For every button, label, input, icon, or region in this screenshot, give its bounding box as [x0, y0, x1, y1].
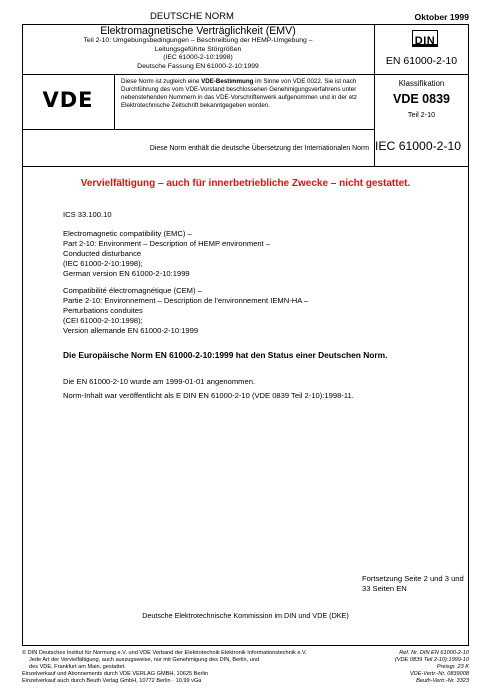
footer-line-2: Jede Art der Vervielfältigung, auch auszugsweise, nur mit Genehmigung des DIN, Berlin, und — [29, 657, 260, 664]
classification-label: Klassifikation — [398, 79, 445, 88]
commission: Deutsche Elektrotechnische Kommission im DIN und VDE (DKE) — [142, 611, 349, 620]
continuation-line-2: 33 Seiten EN — [362, 584, 407, 593]
english-line-5: German version EN 61000-2-10:1999 — [63, 269, 190, 278]
footer-line-5: Einzelverkauf auch durch Beuth Verlag GmbH, 10772 Berlin · 10.99 vGa — [22, 678, 202, 685]
translation-bottom-line — [22, 166, 469, 167]
adoption-note: Die EN 61000-2-10 wurde am 1999-01-01 angenommen. — [63, 377, 256, 386]
din-number: EN 61000-2-10 — [385, 55, 458, 67]
english-line-2: Part 2-10: Environment – Description of HEMP environment – — [63, 239, 271, 248]
footer-line-3: des VDE, Frankfurt am Main, gestattet. — [29, 664, 126, 671]
footer-beuth-vertr: Beuth-Vertr.-Nr. 3323 — [416, 678, 469, 685]
publication-note: Norm-Inhalt war veröffentlicht als E DIN EN 61000-2-10 (VDE 0839 Teil 2-10):1998-11. — [63, 391, 354, 400]
english-line-1: Electromagnetic compatibility (EMC) – — [63, 229, 192, 238]
norm-type: DEUTSCHE NORM — [150, 11, 234, 22]
footer-line-4: Einzelverkauf und Abonnements durch VDE VERLAG GMBH, 10625 Berlin — [22, 671, 208, 678]
subtitle-line-3: (IEC 61000-2-10:1998) — [163, 54, 233, 62]
continuation-line-1: Fortsetzung Seite 2 und 3 und — [362, 574, 464, 583]
footer-ref-vde: (VDE 0839 Teil 2-10):1999-10 — [394, 657, 469, 664]
french-line-1: Compatibilité électromagnétique (CEM) – — [63, 286, 202, 295]
vde-notice-post: im Sinne von VDE 0022. Sie ist nach Durchführung des vom VDE-Vorstand beschlossenen Genehmigungsverfahrens unter nebenstehenden Nummern in das VDE-Vorschriftenwerk aufgenommen und in der etz Elektrotechnische Zeitschrift bekanntgegeben worden. — [121, 78, 357, 109]
status-statement: Die Europäische Norm EN 61000-2-10:1999 hat den Status einer Deutschen Norm. — [63, 350, 388, 360]
footer-vde-vertr: VDE-Vertr.-Nr. 0839008 — [409, 671, 469, 678]
reproduction-warning: Vervielfältigung – auch für innerbetriebliche Zwecke – nicht gestattet. — [80, 178, 411, 189]
classification-number: VDE 0839 — [393, 92, 450, 106]
vde-logo-divider — [114, 74, 115, 129]
continuation-note — [362, 574, 464, 594]
footer-right — [360, 650, 469, 685]
french-line-5: Version allemande EN 61000-2-10:1999 — [63, 326, 199, 335]
footer-ref-number: Ref. Nr. DIN EN 61000-2-10 — [399, 650, 469, 656]
din-logo-text: DIN — [414, 35, 436, 47]
subtitle-line-1: Teil 2-10: Umgebungsbedingungen – Beschreibung der HEMP-Umgebung – — [83, 37, 313, 44]
publication-date: Oktober 1999 — [414, 12, 469, 22]
english-title — [63, 229, 453, 279]
main-title: Elektromagnetische Verträglichkeit (EMV) — [100, 25, 296, 37]
subtitle-line-4: Deutsche Fassung EN 61000-2-10:1999 — [137, 62, 259, 70]
footer-copyright: © DIN Deutsches Institut für Normung e.V. und VDE Verband der Elektrotechnik Elektronik Informationstechnik e.V. — [22, 650, 307, 656]
vde-logo: VDE — [42, 88, 94, 112]
french-title — [63, 286, 453, 336]
english-line-3: Conducted disturbance — [63, 249, 142, 258]
ics-code: ICS 33.100.10 — [63, 210, 112, 219]
french-line-4: (CEI 61000-2-10:1998); — [63, 316, 143, 325]
title-bottom-line — [22, 74, 469, 75]
din-logo — [412, 30, 438, 47]
footer-left — [22, 650, 382, 685]
footer-price-group: Preisgr. 23 K — [436, 664, 469, 671]
vde-notice-pre: Diese Norm ist zugleich eine — [121, 78, 202, 85]
english-line-4: (IEC 61000-2-10:1998); — [63, 259, 143, 268]
vde-notice-bottom-line — [22, 129, 374, 130]
title-block — [22, 25, 374, 71]
vde-notice — [121, 78, 371, 110]
iec-number: IEC 61000-2-10 — [375, 139, 462, 153]
vde-notice-bold: VDE-Bestimmung — [201, 78, 254, 85]
translation-note: Diese Norm enthält die deutsche Übersetzung der Internationalen Norm — [149, 145, 369, 152]
french-line-3: Perturbations conduites — [63, 306, 143, 315]
classification-part: Teil 2-10 — [407, 110, 436, 119]
french-line-2: Partie 2-10: Environnement – Description de l’environnement IEMN-HA – — [63, 296, 309, 305]
subtitle-line-2: Leitungsgeführte Störgrößen — [154, 45, 242, 53]
